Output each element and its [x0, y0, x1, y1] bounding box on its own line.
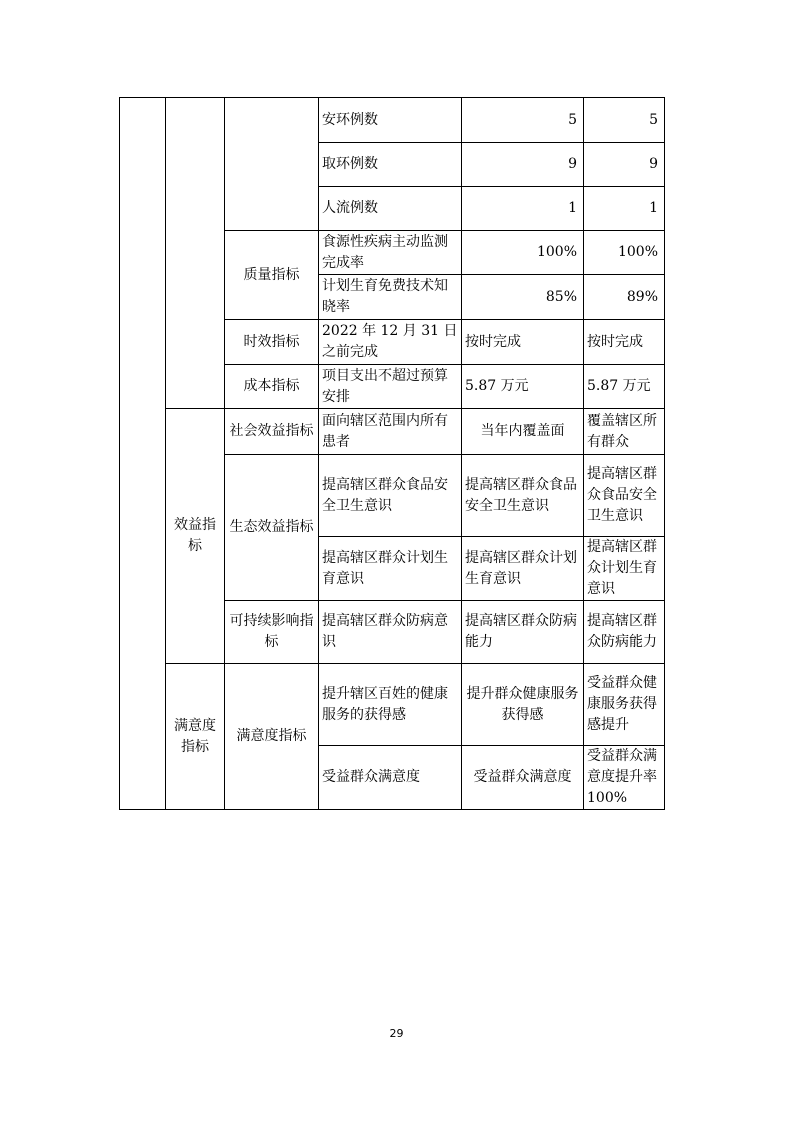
- qu-huan-actual: 9: [584, 143, 665, 187]
- food-monitor-name: 食源性疾病主动监测完成率: [319, 231, 462, 275]
- timeliness-name: 2022 年 12 月 31 日之前完成: [319, 320, 462, 365]
- cost-actual: 5.87 万元: [584, 365, 665, 409]
- sustain-actual: 提高辖区群众防病能力: [584, 601, 665, 664]
- ren-liu-name: 人流例数: [319, 187, 462, 231]
- cost-target: 5.87 万元: [462, 365, 584, 409]
- eco-food-target: 提高辖区群众食品安全卫生意识: [462, 455, 584, 537]
- social-target: 当年内覆盖面: [462, 409, 584, 455]
- social-label: 社会效益指标: [225, 409, 319, 455]
- outer-empty-cell: [120, 98, 166, 810]
- sustain-target: 提高辖区群众防病能力: [462, 601, 584, 664]
- quality-indicator-label: 质量指标: [225, 231, 319, 320]
- timeliness-label: 时效指标: [225, 320, 319, 365]
- sustain-name: 提高辖区群众防病意识: [319, 601, 462, 664]
- food-monitor-actual: 100%: [584, 231, 665, 275]
- ren-liu-actual: 1: [584, 187, 665, 231]
- eco-plan-actual: 提高辖区群众计划生育意识: [584, 537, 665, 601]
- eco-label: 生态效益指标: [225, 455, 319, 601]
- sustain-label: 可持续影响指标: [225, 601, 319, 664]
- eco-food-name: 提高辖区群众食品安全卫生意识: [319, 455, 462, 537]
- eco-plan-target: 提高辖区群众计划生育意识: [462, 537, 584, 601]
- social-actual: 覆盖辖区所有群众: [584, 409, 665, 455]
- timeliness-actual: 按时完成: [584, 320, 665, 365]
- sat-rate-target: 受益群众满意度: [462, 746, 584, 810]
- family-plan-target: 85%: [462, 275, 584, 320]
- sat-health-actual: 受益群众健康服务获得感提升: [584, 664, 665, 746]
- satisfaction-indicator-label: 满意度指标: [166, 664, 225, 810]
- family-plan-actual: 89%: [584, 275, 665, 320]
- quantity-group-cell: [225, 98, 319, 231]
- cost-label: 成本指标: [225, 365, 319, 409]
- ren-liu-target: 1: [462, 187, 584, 231]
- an-huan-name: 安环例数: [319, 98, 462, 143]
- performance-indicator-table: [119, 97, 665, 810]
- qu-huan-target: 9: [462, 143, 584, 187]
- sat-health-target: 提升群众健康服务获得感: [462, 664, 584, 746]
- an-huan-target: 5: [462, 98, 584, 143]
- benefit-indicator-label: 效益指标: [166, 409, 225, 664]
- qu-huan-name: 取环例数: [319, 143, 462, 187]
- eco-food-actual: 提高辖区群众食品安全卫生意识: [584, 455, 665, 537]
- page-number: 29: [389, 1027, 404, 1040]
- sat-rate-actual: 受益群众满意度提升率 100%: [584, 746, 665, 810]
- food-monitor-target: 100%: [462, 231, 584, 275]
- social-name: 面向辖区范围内所有患者: [319, 409, 462, 455]
- eco-plan-name: 提高辖区群众计划生育意识: [319, 537, 462, 601]
- timeliness-target: 按时完成: [462, 320, 584, 365]
- an-huan-actual: 5: [584, 98, 665, 143]
- satisfaction-sub-label: 满意度指标: [225, 664, 319, 810]
- cost-name: 项目支出不超过预算安排: [319, 365, 462, 409]
- sat-health-name: 提升辖区百姓的健康服务的获得感: [319, 664, 462, 746]
- sat-rate-name: 受益群众满意度: [319, 746, 462, 810]
- output-group-cell: [166, 98, 225, 409]
- family-plan-name: 计划生育免费技术知晓率: [319, 275, 462, 320]
